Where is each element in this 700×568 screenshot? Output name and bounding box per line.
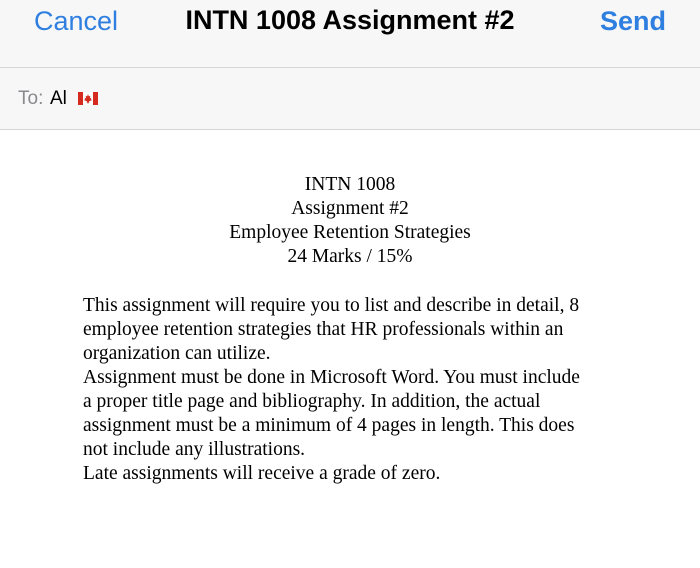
instruction-line: not include any illustrations. <box>83 439 306 460</box>
send-button[interactable]: Send <box>599 6 666 36</box>
heading-topic: Employee Retention Strategies <box>229 222 471 243</box>
heading-assignment: Assignment #2 <box>291 198 409 219</box>
assignment-instructions <box>83 294 643 486</box>
to-field[interactable] <box>0 68 700 130</box>
subject-title: INTN 1008 Assignment #2 <box>185 5 515 35</box>
instruction-line: Late assignments will receive a grade of zero. <box>83 463 441 484</box>
instruction-line: assignment must be a minimum of 4 pages in length. This does <box>83 415 575 436</box>
canada-flag-icon <box>78 92 98 105</box>
cancel-button[interactable]: Cancel <box>34 6 119 36</box>
instruction-line: organization can utilize. <box>83 343 271 364</box>
to-label: To: <box>18 88 44 109</box>
message-body[interactable] <box>0 130 700 568</box>
instruction-line: Assignment must be done in Microsoft Word. You must include <box>83 367 580 388</box>
instruction-line: employee retention strategies that HR professionals within an <box>83 319 564 340</box>
heading-course: INTN 1008 <box>304 174 396 195</box>
assignment-heading <box>0 173 700 269</box>
heading-marks: 24 Marks / 15% <box>287 246 413 267</box>
instruction-line: a proper title page and bibliography. In addition, the actual <box>83 391 541 412</box>
instruction-line: This assignment will require you to list and describe in detail, 8 <box>83 295 580 316</box>
navigation-bar <box>0 0 700 68</box>
recipient-name[interactable]: Al <box>50 88 67 109</box>
